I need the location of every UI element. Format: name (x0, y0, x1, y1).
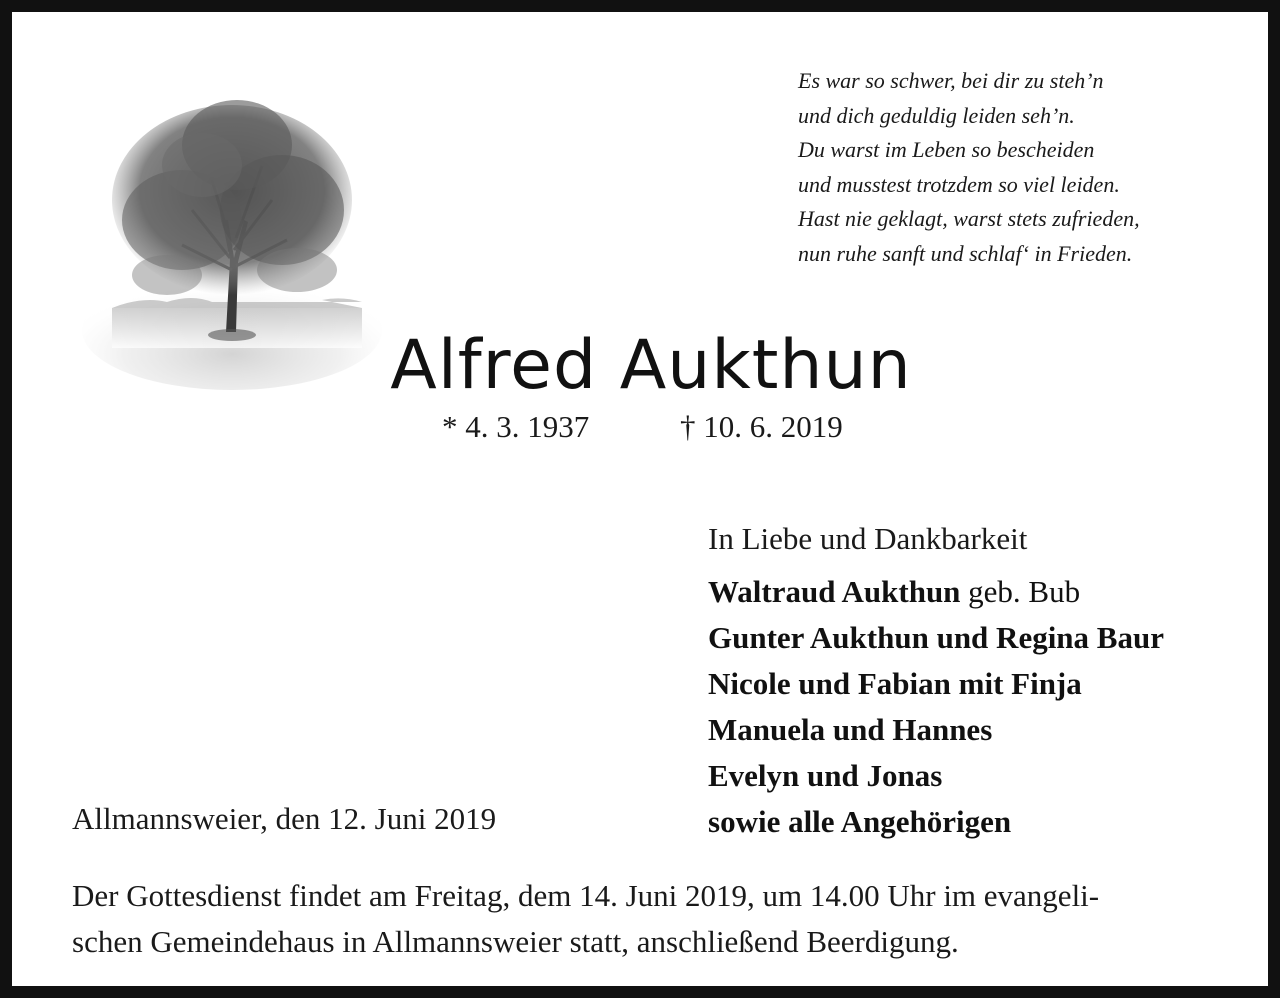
poem-line: Es war so schwer, bei dir zu steh’n (798, 68, 1104, 93)
mourner-line: Gunter Aukthun und Regina Baur (708, 620, 1164, 655)
poem-line: nun ruhe sanft und schlaf‘ in Frieden. (798, 240, 1133, 266)
poem-line: Du warst im Leben so bescheiden (798, 137, 1095, 163)
mourner-name: Waltraud Aukthun (708, 574, 961, 609)
mourners-list (708, 569, 1164, 845)
maiden-name: geb. Bub (960, 574, 1081, 609)
mourner-line: Manuela und Hannes (708, 712, 993, 747)
service-announcement (72, 873, 1242, 965)
poem (798, 64, 1258, 272)
place-and-date: Allmannsweier, den 12. Juni 2019 (72, 801, 497, 836)
mourner-line: sowie alle Angehörigen (708, 804, 1012, 839)
mourner-line (708, 569, 1164, 615)
death-date: † 10. 6. 2019 (680, 409, 843, 444)
poem-line: Hast nie geklagt, warst stets zufrieden, (798, 206, 1140, 232)
deceased-name: Alfred Aukthun (390, 326, 912, 405)
service-line: schen Gemeindehaus in Allmannsweier statt, anschließend Beerdigung. (72, 924, 959, 959)
mourner-line: Nicole und Fabian mit Finja (708, 666, 1082, 701)
mourner-line: Evelyn und Jonas (708, 758, 943, 793)
service-line: Der Gottesdienst findet am Freitag, dem 14. Juni 2019, um 14.00 Uhr im evangeli- (72, 878, 1100, 913)
poem-line: und musstest trotzdem so viel leiden. (798, 171, 1120, 197)
mourners-intro: In Liebe und Dankbarkeit (708, 521, 1028, 556)
birth-date: * 4. 3. 1937 (442, 409, 590, 444)
poem-line: und dich geduldig leiden seh’n. (798, 102, 1075, 128)
